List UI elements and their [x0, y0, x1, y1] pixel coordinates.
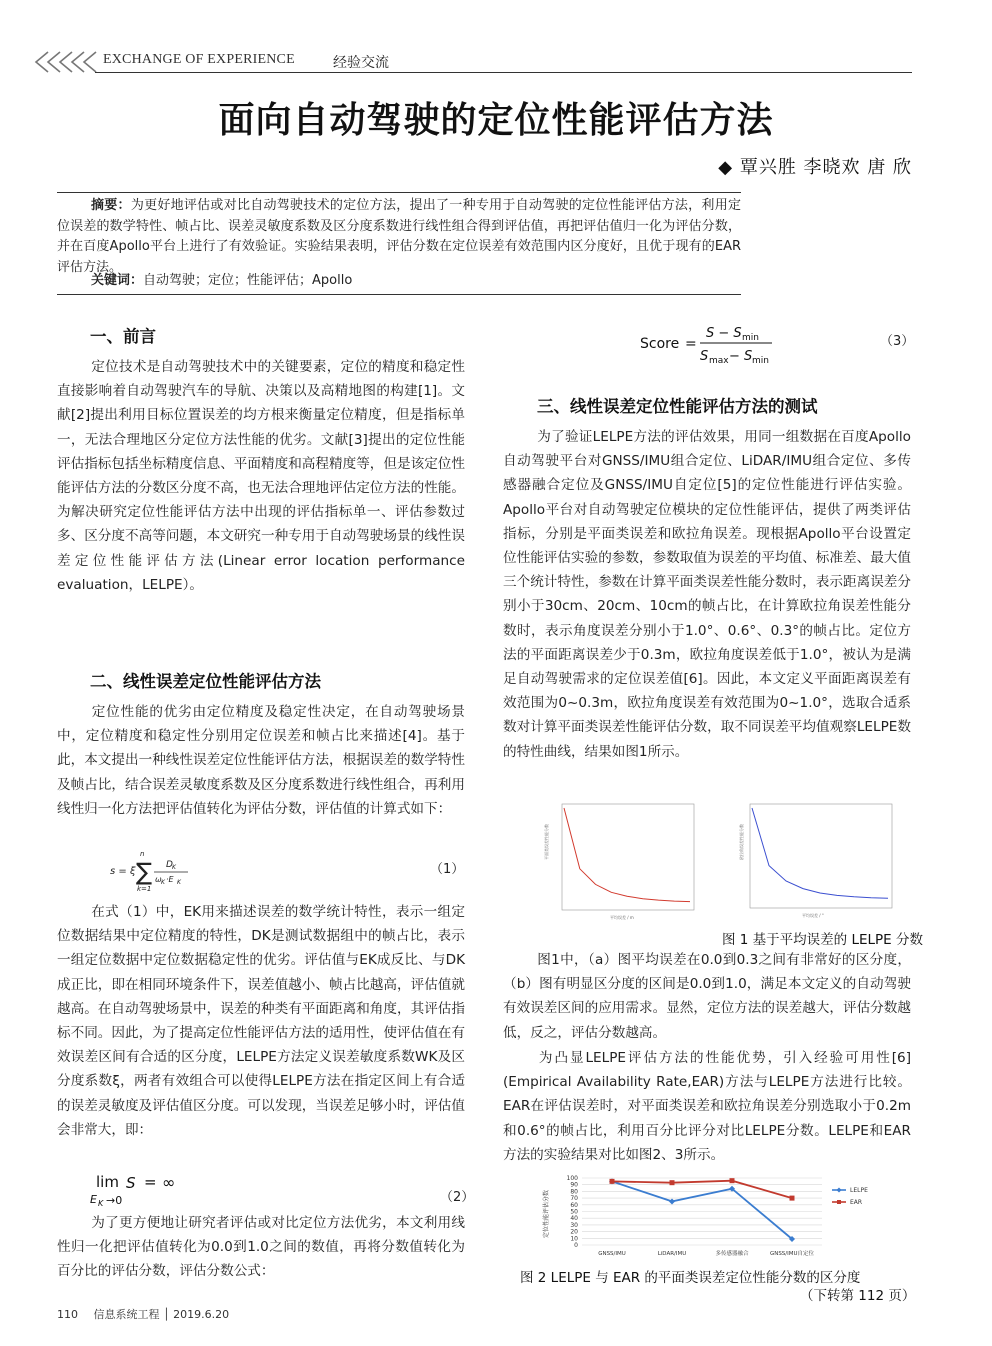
figure-2-y-label: 定位性能评估分数 — [543, 1189, 550, 1239]
svg-text:s = ξ: s = ξ — [110, 866, 136, 877]
figure-2-x-tick: GNSS/IMU — [598, 1251, 626, 1257]
figure-1b-chart — [738, 800, 898, 920]
figure-2-y-tick: 90 — [570, 1181, 578, 1189]
figure-2-point — [669, 1198, 675, 1204]
keywords — [57, 271, 741, 291]
figure-2-legend-label: LELPE — [850, 1187, 868, 1194]
journal-info: 信息系统工程 │ 2019.6.20 — [93, 1308, 230, 1321]
svg-text:K: K — [177, 879, 181, 886]
figure-2-y-tick: 40 — [570, 1215, 578, 1223]
figure-2-y-ticks — [567, 1175, 579, 1249]
page-number: 110 — [57, 1308, 78, 1321]
section-3-paragraph-2: 图1中，（a）图平均误差在0.0到0.3之间有非常好的区分度，（b）图有明显区分度的区间是0.0到1.0，满足本文定义的自动驾驶有效误差区间的应用需求。显然，定位方法的误差越大，评估分数越低，反之，评估分数越高。 — [503, 952, 911, 1041]
equation-3-number: （3） — [880, 334, 915, 349]
figure-2-y-tick: 60 — [570, 1201, 578, 1209]
figure-2-y-tick: 100 — [566, 1175, 578, 1182]
section-2-paragraph-1: 定位性能的优劣由定位精度及稳定性决定，在自动驾驶场景中，定位精度和稳定性分别用定位误差和帧占比来描述[4]。基于此，本文提出一种线性误差定位性能评估方法，根据误差的数学特性及帧占比，结合误差灵敏度系数及区分度系数进行线性组合，再利用线性归一化方法把评估值转化为评估分数，评估值的计算式如下： — [57, 704, 465, 817]
svg-text:平面类误差性能分数: 平面类误差性能分数 — [544, 824, 549, 860]
header-chevron-icon — [30, 48, 100, 76]
keywords-label: 关键词： — [91, 273, 144, 288]
figure-2-x-tick: GNSS/IMU自定位 — [769, 1251, 815, 1257]
page-footer — [57, 1306, 229, 1322]
figure-2-point — [790, 1196, 795, 1201]
figure-2-x-ticks — [598, 1249, 814, 1257]
svg-text:E: E — [90, 1193, 97, 1206]
svg-text:D: D — [166, 860, 173, 870]
equation-2 — [88, 1171, 198, 1209]
figure-2-y-tick: 50 — [570, 1208, 578, 1216]
section-2-paragraph-3: 为了更方便地让研究者评估或对比定位方法优劣，本文利用线性归一化把评估值转化为0.0到1.0之间的数值，再将分数值转化为百分比的评估分数，评估分数公式： — [57, 1215, 465, 1280]
abstract — [57, 196, 741, 278]
section-3-paragraph-3: 为凸显LELPE评估方法的性能优势，引入经验可用性[6](Empirical Availability Rate,EAR)方法与LELPE方法进行比较。EAR在评估误差时，对平面类误差和欧拉角误差分别选取小于0.2m和0.6°的帧占比，利用百分比评分对比LELPE分数。LELPE和EAR方法的实验结果对比如图2、3所示。 — [503, 1050, 911, 1163]
svg-text:K: K — [161, 879, 165, 886]
figure-1-caption: 图 1 基于平均误差的 LELPE 分数 — [722, 932, 923, 948]
svg-text:→0: →0 — [106, 1194, 123, 1207]
header-section-en: EXCHANGE OF EXPERIENCE — [103, 52, 295, 67]
svg-text:lim: lim — [96, 1173, 119, 1191]
svg-text:ω: ω — [155, 875, 162, 884]
svg-text:欧拉角误差性能分数: 欧拉角误差性能分数 — [739, 824, 744, 860]
svg-text:∑: ∑ — [136, 858, 153, 886]
continued-note: （下转第 112 页） — [800, 1288, 916, 1304]
header-section-cn: 经验交流 — [333, 55, 389, 71]
figure-2-y-tick: 10 — [570, 1235, 578, 1243]
equation-1-number: （1） — [430, 862, 465, 877]
figure-2-y-tick: 0 — [574, 1242, 578, 1249]
section-3-heading: 三、线性误差定位性能评估方法的测试 — [537, 397, 818, 416]
abstract-label: 摘要： — [91, 198, 131, 213]
section-1-heading: 一、前言 — [90, 327, 156, 346]
keywords-text: 自动驾驶；定位；性能评估；Apollo — [143, 273, 353, 288]
section-1-paragraph: 定位技术是自动驾驶技术中的关键要素，定位的精度和稳定性直接影响着自动驾驶汽车的导航、决策以及高精地图的构建[1]。文献[2]提出利用目标位置误差的均方根来衡量定位精度，但是指标单一，无法合理地区分定位方法性能的优劣。文献[3]提出的定位性能评估指标包括坐标精度信息、平面精度和高程精度等，但是该定位性能评估方法的分数区分度不高，也无法合理地评估定位方法的性能。为解决研究定位性能评估方法中出现的评估指标单一、评估参数过多、区分度不高等问题，本文研究一种专用于自动驾驶场景的线性误差定位性能评估方法(Linear error location performance evaluation，LELPE）。 — [57, 359, 465, 593]
svg-text:− S: − S — [729, 349, 753, 364]
figure-2-point — [730, 1178, 735, 1183]
figure-2-point — [610, 1179, 615, 1184]
figure-2-y-tick: 80 — [570, 1188, 578, 1196]
figure-2-y-tick: 70 — [570, 1195, 578, 1203]
figure-2-caption: 图 2 LELPE 与 EAR 的平面类误差定位性能分数的区分度 — [520, 1270, 861, 1286]
svg-text:K: K — [98, 1199, 104, 1208]
svg-text:平均误差 / °: 平均误差 / ° — [802, 913, 824, 918]
section-3-paragraph-1: 为了验证LELPE方法的评估效果，用同一组数据在百度Apollo自动驾驶平台对GNSS/IMU组合定位、LiDAR/IMU组合定位、多传感器融合定位及GNSS/IMU自定位[5]的定位性能进行评估实验。Apollo平台对自动驾驶定位模块的定位性能评估，提供了两类评估指标，分别是平面类误差和欧拉角误差。现根据Apollo平台设置定位性能评估实验的参数，参数取值为误差的平均值、标准差、最大值三个统计特性，参数在计算平面类误差性能分数时，表示距离误差分别小于30cm、20cm、10cm的帧占比，在计算欧拉角误差性能分数时，表示角度误差分别小于1.0°、0.6°、0.3°的帧占比。定位方法的平面距离误差少于0.3m，欧拉角度误差低于1.0°，被认为是满足自动驾驶需求的定位误差值[6]。因此，本文定义平面距离误差有效范围为0~0.3m，欧拉角度误差有效范围为0~1.0°，选取合适系数对计算平面类误差性能评估分数，取不同误差平均值观察LELPE数的特性曲线，结果如图1所示。 — [503, 429, 911, 760]
paper-title: 面向自动驾驶的定位性能评估方法 — [218, 99, 774, 141]
figure-2-x-tick: 多传感器融合 — [715, 1251, 749, 1257]
equation-3 — [638, 320, 778, 366]
svg-text:S: S — [700, 349, 709, 364]
svg-text:k=1: k=1 — [137, 885, 152, 892]
figure-2-y-tick: 30 — [570, 1221, 578, 1229]
svg-text:min: min — [752, 356, 769, 366]
svg-text:=: = — [685, 336, 697, 352]
abstract-bottom-rule — [57, 294, 741, 295]
section-2-paragraph-2: 在式（1）中，EK用来描述误差的数学统计特性，表示一组定位数据结果中定位精度的特性，DK是测试数据组中的帧占比，表示一组定位数据中定位数据稳定性的优劣。评估值与EK成反比、与DK成正比，即在相同环境条件下，误差值越小、帧占比越高，评估值就越高。在自动驾驶场景中，误差的种类有平面距离和角度，其评估指标不同。因此，为了提高定位性能评估方法的适用性，使评估值在有效误差区间有合适的区分度，LELPE方法定义误差敏度系数WK及区分度系数ξ，两者有效组合可以使得LELPE方法在指定区间上有合适的误差灵敏度及评估值区分度。可以发现，当误差足够小时，评估值会非常大，即： — [57, 904, 465, 1138]
svg-text:S − S: S − S — [706, 326, 742, 341]
figure-2-point — [670, 1180, 675, 1185]
svg-text:平均误差 / m: 平均误差 / m — [610, 915, 634, 920]
svg-text:·E: ·E — [166, 875, 174, 884]
svg-text:max: max — [709, 356, 729, 366]
figure-1a-chart — [540, 800, 700, 920]
abstract-top-rule — [57, 192, 741, 193]
svg-text:n: n — [140, 850, 145, 858]
svg-text:Score: Score — [640, 336, 680, 352]
equation-2-number: （2） — [440, 1190, 475, 1205]
figure-2-x-tick: LiDAR/IMU — [657, 1251, 687, 1257]
figure-2-y-tick: 20 — [570, 1228, 578, 1236]
figure-2-legend-label: EAR — [850, 1199, 863, 1206]
abstract-text: 为更好地评估或对比自动驾驶技术的定位方法，提出了一种专用于自动驾驶的定位性能评估方法，利用定位误差的数学特性、帧占比、误差灵敏度系数及区分度系数进行线性组合得到评估值，再把评估值归一化为评估分数，并在百度Apollo平台上进行了有效验证。实验结果表明，评估分数在定位误差有效范围内区分度好，且优于现有的EAR评估方法。 — [57, 198, 741, 275]
svg-text:min: min — [742, 333, 759, 343]
figure-2-series — [609, 1178, 795, 1242]
authors: ◆ 覃兴胜 李晓欢 唐 欣 — [718, 157, 912, 178]
section-2-heading: 二、线性误差定位性能评估方法 — [90, 672, 321, 691]
svg-text:∞: ∞ — [162, 1173, 176, 1192]
header-rule — [95, 72, 912, 73]
figure-2-chart — [540, 1168, 900, 1260]
figure-2-legend — [832, 1187, 868, 1206]
equation-1 — [108, 846, 198, 892]
svg-text:=: = — [144, 1173, 157, 1191]
svg-text:S: S — [126, 1174, 136, 1192]
svg-text:K: K — [172, 864, 176, 871]
